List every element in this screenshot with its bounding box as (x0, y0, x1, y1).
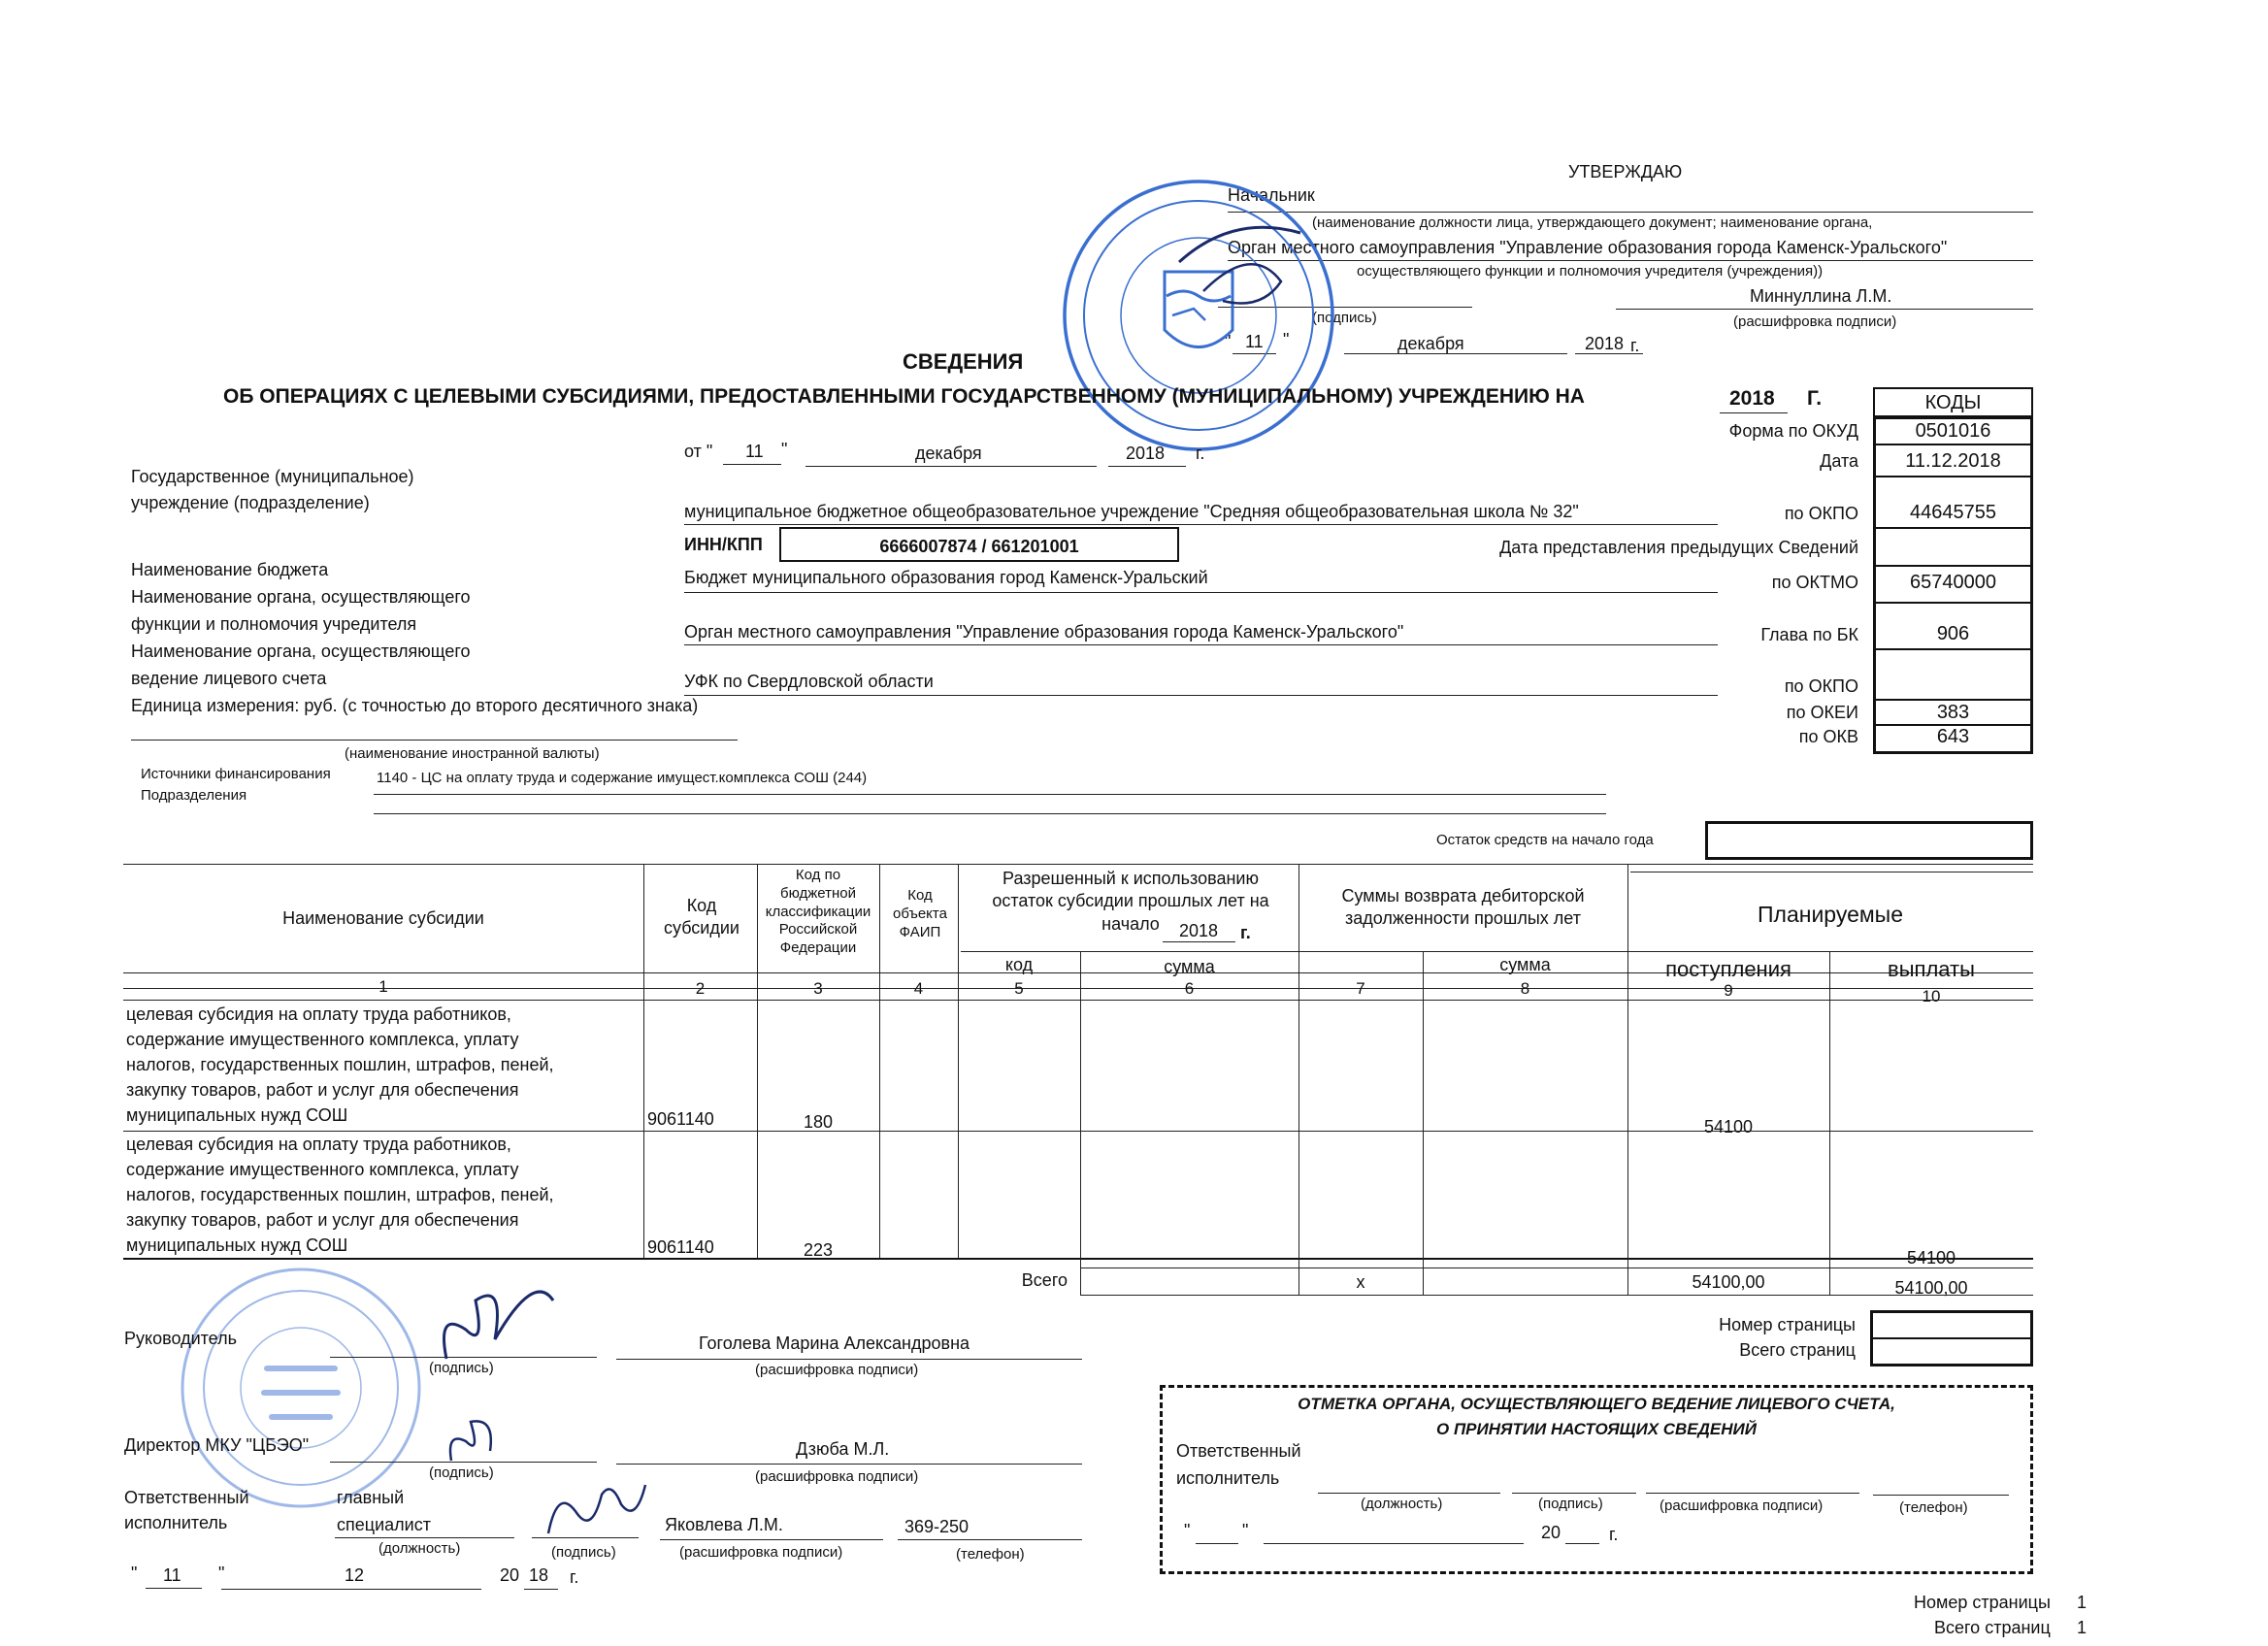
col-sep (1298, 864, 1299, 1295)
acceptance-decode-line (1646, 1493, 1859, 1494)
sign-date-year: 18 (529, 1565, 549, 1585)
sign-date-day: 11 (163, 1565, 181, 1585)
source-line (374, 794, 1606, 795)
approve-year: 2018 (1585, 334, 1625, 353)
acceptance-exec-label-1: Ответственный (1176, 1441, 1301, 1461)
acceptance-decode-hint: (расшифровка подписи) (1660, 1498, 1824, 1514)
sign-date-year-prefix: 20 (500, 1565, 520, 1585)
head-signature (427, 1271, 573, 1378)
col-num: 8 (1520, 979, 1530, 998)
source-label: Источники финансирования (141, 766, 331, 782)
bottom-total-value: 1 (2077, 1618, 2087, 1637)
approve-decode-hint: (расшифровка подписи) (1733, 313, 1897, 330)
exec-position-2: специалист (337, 1515, 431, 1534)
inst-label-2: учреждение (подразделение) (131, 493, 370, 512)
acceptance-phone-hint: (телефон) (1899, 1499, 1968, 1516)
codes-sep (1873, 648, 2033, 650)
approve-position-line (1228, 212, 2033, 213)
acceptance-date-quote-open: " (1184, 1521, 1191, 1540)
th-summa: сумма (1164, 957, 1215, 976)
director-label: Директор МКУ "ЦБЭО" (124, 1435, 310, 1455)
row-name-line: налогов, государственных пошлин, штрафов, пеней, (126, 1185, 554, 1204)
director-name-line (616, 1464, 1082, 1465)
codes-sep (1873, 699, 2033, 701)
approve-organ-hint: осуществляющего функции и полномочия учредителя (учреждения)) (1357, 263, 1824, 280)
bottom-page-label: Номер страницы (1914, 1593, 2051, 1612)
approve-month-line (1344, 353, 1567, 354)
glava-label: Глава по БК (1760, 625, 1858, 644)
director-signature (442, 1412, 509, 1470)
currency-hint: (наименование иностранной валюты) (345, 745, 600, 762)
okud-label: Форма по ОКУД (1728, 421, 1858, 441)
th-return: Суммы возврата дебиторской задолженности прошлых лет (1341, 886, 1585, 929)
sign-date-day-line (146, 1588, 202, 1589)
budget-label: Наименование бюджета (131, 560, 329, 579)
codes-sep (1873, 444, 2033, 445)
date-close-quote: " (781, 440, 788, 459)
head-name: Гоголева Марина Александровна (699, 1333, 970, 1353)
th-allowed: Разрешенный к использованию остаток субсидии прошлых лет на начало (992, 869, 1269, 934)
date-prefix: от " (684, 442, 713, 461)
head-label: Руководитель (124, 1329, 237, 1348)
codes-sep (1873, 602, 2033, 604)
acceptance-title-2: О ПРИНЯТИИ НАСТОЯЩИХ СВЕДЕНИЙ (1436, 1420, 1757, 1438)
founder-label-1: Наименование органа, осуществляющего (131, 587, 471, 607)
report-year-line (1720, 412, 1788, 413)
approval-stamp (1058, 175, 1339, 456)
row-code: 9061140 (647, 1109, 714, 1129)
col-sep (879, 864, 880, 1258)
th-allowed-suffix: г. (1240, 923, 1251, 942)
approve-title: УТВЕРЖДАЮ (1568, 162, 1683, 181)
divisions-line (374, 813, 1606, 814)
okud-value: 0501016 (1915, 420, 1991, 442)
codes-sep (1873, 476, 2033, 477)
th-kod: код (1004, 955, 1034, 974)
col-num: 7 (1356, 979, 1365, 998)
sign-date-month-line (221, 1589, 481, 1590)
approve-signer: Миннуллина Л.М. (1750, 286, 1892, 306)
acceptance-title-1: ОТМЕТКА ОРГАНА, ОСУЩЕСТВЛЯЮЩЕГО ВЕДЕНИЕ ЛИЦЕВОГО СЧЕТА, (1298, 1395, 1895, 1413)
source-value: 1140 - ЦС на оплату труда и содержание имущест.комплекса СОШ (244) (377, 770, 868, 786)
date-month-line (805, 466, 1097, 467)
col-num: 4 (913, 979, 924, 998)
pages-box-sep (1870, 1337, 2033, 1339)
sign-date-quote-open: " (131, 1564, 138, 1583)
okei-label: по ОКЕИ (1786, 703, 1858, 722)
date-day-line (723, 464, 781, 465)
row-name-line: содержание имущественного комплекса, уплату (126, 1160, 519, 1179)
exec-label-2: исполнитель (124, 1513, 228, 1532)
currency-line (131, 740, 738, 741)
exec-decode-hint: (расшифровка подписи) (679, 1544, 843, 1561)
okpo-label: по ОКПО (1784, 504, 1858, 523)
director-name: Дзюба М.Л. (796, 1439, 890, 1459)
col-sep (1080, 951, 1081, 1295)
date-suffix: г. (1196, 444, 1205, 463)
row-name-line: содержание имущественного комплекса, уплату (126, 1030, 519, 1049)
acceptance-year-prefix: 20 (1541, 1523, 1561, 1542)
approve-day: 11 (1245, 332, 1264, 351)
oktmo-label: по ОКТМО (1771, 573, 1858, 592)
acceptance-month-line (1264, 1543, 1524, 1544)
balance-box (1705, 821, 2033, 860)
head-name-line (616, 1359, 1082, 1360)
row-name-line: муниципальных нужд СОШ (126, 1105, 348, 1125)
row-name-line: закупку товаров, работ и услуг для обеспечения (126, 1080, 519, 1100)
total-pages-label: Всего страниц (1739, 1340, 1856, 1360)
row-name-line: целевая субсидия на оплату труда работников, (126, 1004, 511, 1024)
bottom-total-label: Всего страниц (1934, 1618, 2051, 1637)
inst-line (684, 524, 1718, 525)
codes-header: КОДЫ (1924, 392, 1982, 413)
approve-position: Начальник (1228, 185, 1315, 205)
col-num: 5 (1014, 979, 1024, 998)
balance-label: Остаток средств на начало года (1436, 832, 1654, 848)
founder-label-2: функции и полномочия учредителя (131, 614, 417, 634)
exec-name-line (660, 1539, 883, 1540)
col-num: 1 (378, 977, 388, 996)
inn-label: ИНН/КПП (684, 535, 763, 554)
table-body-bottom (123, 1258, 2033, 1260)
acceptance-sign-line (1512, 1493, 1636, 1494)
date-month: декабря (915, 444, 982, 463)
okpo2-label: по ОКПО (1784, 676, 1858, 696)
head-sign-hint: (подпись) (429, 1360, 494, 1376)
account-line (684, 695, 1718, 696)
budget-line (684, 592, 1718, 593)
unit-label: Единица измерения: руб. (с точностью до второго десятичного знака) (131, 696, 699, 715)
founder-line (684, 644, 1718, 645)
inn-value: 6666007874 / 661201001 (879, 537, 1079, 556)
exec-name: Яковлева Л.М. (665, 1515, 783, 1534)
bottom-page-value: 1 (2077, 1593, 2087, 1612)
row-name-line: закупку товаров, работ и услуг для обеспечения (126, 1210, 519, 1230)
date-year-line (1108, 466, 1186, 467)
row-kbk: 223 (803, 1240, 834, 1260)
th-out: выплаты (1888, 957, 1975, 981)
acceptance-mark-box (1160, 1385, 2033, 1574)
row-name-line: налогов, государственных пошлин, штрафов, пеней, (126, 1055, 554, 1074)
approve-organ: Орган местного самоуправления "Управление образования города Каменск-Уральского" (1228, 238, 1948, 257)
sign-date-year-line (524, 1589, 558, 1590)
th-kbk: Код по бюджетной классификации Российской Федерации (765, 867, 871, 956)
date-code-label: Дата (1820, 451, 1858, 471)
codes-sep (1873, 565, 2033, 567)
oktmo-value: 65740000 (1910, 572, 1996, 593)
report-year: 2018 (1729, 387, 1775, 410)
glava-value: 906 (1936, 623, 1970, 644)
row-name-line: целевая субсидия на оплату труда работников, (126, 1135, 511, 1154)
row-out: 54100 (1906, 1248, 1956, 1267)
account-label-2: ведение лицевого счета (131, 669, 327, 688)
exec-position-hint: (должность) (378, 1540, 461, 1557)
page-number-label: Номер страницы (1719, 1315, 1856, 1334)
sign-date-quote-close: " (218, 1564, 225, 1583)
acceptance-position-line (1318, 1493, 1500, 1494)
approve-signer-line (1616, 309, 2033, 310)
approve-position-hint: (наименование должности лица, утверждающего документ; наименование органа, (1312, 214, 1873, 231)
th-faip: Код объекта ФАИП (893, 887, 947, 940)
approve-year-line (1575, 353, 1643, 354)
col-num: 2 (695, 979, 706, 998)
table-top-line (123, 864, 2033, 865)
approve-sign-hint: (подпись) (1312, 310, 1377, 326)
table-subheader-line (961, 951, 2033, 952)
approve-quote-open: " (1225, 332, 1232, 351)
director-sign-hint: (подпись) (429, 1465, 494, 1481)
director-decode-hint: (расшифровка подписи) (755, 1468, 919, 1485)
acceptance-phone-line (1873, 1495, 2009, 1496)
row-code: 9061140 (647, 1237, 714, 1257)
th-planned: Планируемые (1758, 902, 1903, 927)
exec-position-1: главный (337, 1488, 405, 1507)
date-day: 11 (745, 442, 764, 461)
approve-organ-line (1228, 260, 2033, 261)
th-allowed-year-line (1163, 941, 1235, 942)
approve-year-suffix: г. (1630, 336, 1640, 355)
col-sep (1423, 951, 1424, 1295)
exec-sign-hint: (подпись) (551, 1544, 616, 1561)
col-sep (643, 864, 644, 1258)
th-summa-return: сумма (1499, 955, 1551, 974)
exec-signature (539, 1475, 655, 1543)
exec-phone: 369-250 (904, 1517, 970, 1536)
exec-position-line (335, 1537, 514, 1538)
approve-quote-close: " (1283, 330, 1290, 349)
th-name: Наименование субсидии (282, 908, 484, 928)
acceptance-position-hint: (должность) (1361, 1496, 1443, 1512)
row-name-line: муниципальных нужд СОШ (126, 1235, 348, 1255)
col-sep (757, 864, 758, 1258)
school-stamp (175, 1262, 427, 1514)
acceptance-date-quote-close: " (1242, 1521, 1249, 1540)
account-value: УФК по Свердловской области (684, 672, 934, 691)
row-kbk: 180 (803, 1112, 834, 1132)
col-num: 6 (1184, 979, 1195, 998)
acceptance-exec-label-2: исполнитель (1176, 1468, 1280, 1488)
total-out: 54100,00 (1894, 1278, 1968, 1298)
okei-value: 383 (1936, 702, 1970, 723)
report-subtitle: ОБ ОПЕРАЦИЯХ С ЦЕЛЕВЫМИ СУБСИДИЯМИ, ПРЕДОСТАВЛЕННЫМИ ГОСУДАРСТВЕННОМУ (МУНИЦИПАЛЬНОМУ) УЧРЕЖДЕНИЮ НА (223, 385, 1585, 408)
exec-phone-hint: (телефон) (956, 1546, 1025, 1563)
founder-value: Орган местного самоуправления "Управление образования города Каменск-Уральского" (684, 622, 1404, 642)
col-sep (958, 864, 959, 1258)
total-in: 54100,00 (1692, 1272, 1765, 1292)
approve-month: декабря (1397, 334, 1464, 353)
okv-value: 643 (1936, 726, 1970, 747)
sign-date-month: 12 (345, 1565, 365, 1585)
sign-date-suffix: г. (570, 1567, 579, 1587)
col-num: 10 (1922, 987, 1941, 1005)
exec-phone-line (898, 1539, 1082, 1540)
inst-label-1: Государственное (муниципальное) (131, 467, 414, 486)
budget-value: Бюджет муниципального образования город Каменск-Уральский (684, 568, 1208, 587)
acceptance-year-line (1565, 1543, 1599, 1544)
th-code: Код субсидии (664, 896, 740, 938)
th-allowed-year: 2018 (1179, 921, 1219, 940)
date-year: 2018 (1126, 444, 1166, 463)
exec-label-1: Ответственный (124, 1488, 249, 1507)
acceptance-sign-hint: (подпись) (1538, 1496, 1603, 1512)
account-label-1: Наименование органа, осуществляющего (131, 642, 471, 661)
report-title: СВЕДЕНИЯ (903, 349, 1024, 374)
th-in: поступления (1665, 957, 1791, 981)
total-label: Всего (1021, 1270, 1068, 1290)
col-num: 3 (813, 979, 823, 998)
date-code-value: 11.12.2018 (1905, 450, 2001, 472)
codes-sep (1873, 527, 2033, 529)
inst-value: муниципальное бюджетное общеобразовательное учреждение "Средняя общеобразовательная школа № 32" (684, 502, 1579, 521)
okv-label: по ОКВ (1798, 727, 1858, 746)
okpo-value: 44645755 (1910, 502, 1996, 523)
acceptance-day-line (1196, 1543, 1238, 1544)
col-num: 9 (1724, 981, 1733, 1000)
divisions-label: Подразделения (141, 787, 247, 804)
prev-date-label: Дата представления предыдущих Сведений (1499, 538, 1858, 557)
total-x: x (1356, 1272, 1365, 1292)
report-year-suffix: Г. (1807, 387, 1823, 410)
head-decode-hint: (расшифровка подписи) (755, 1362, 919, 1378)
row-in: 54100 (1703, 1117, 1754, 1136)
acceptance-date-suffix: г. (1609, 1525, 1619, 1544)
